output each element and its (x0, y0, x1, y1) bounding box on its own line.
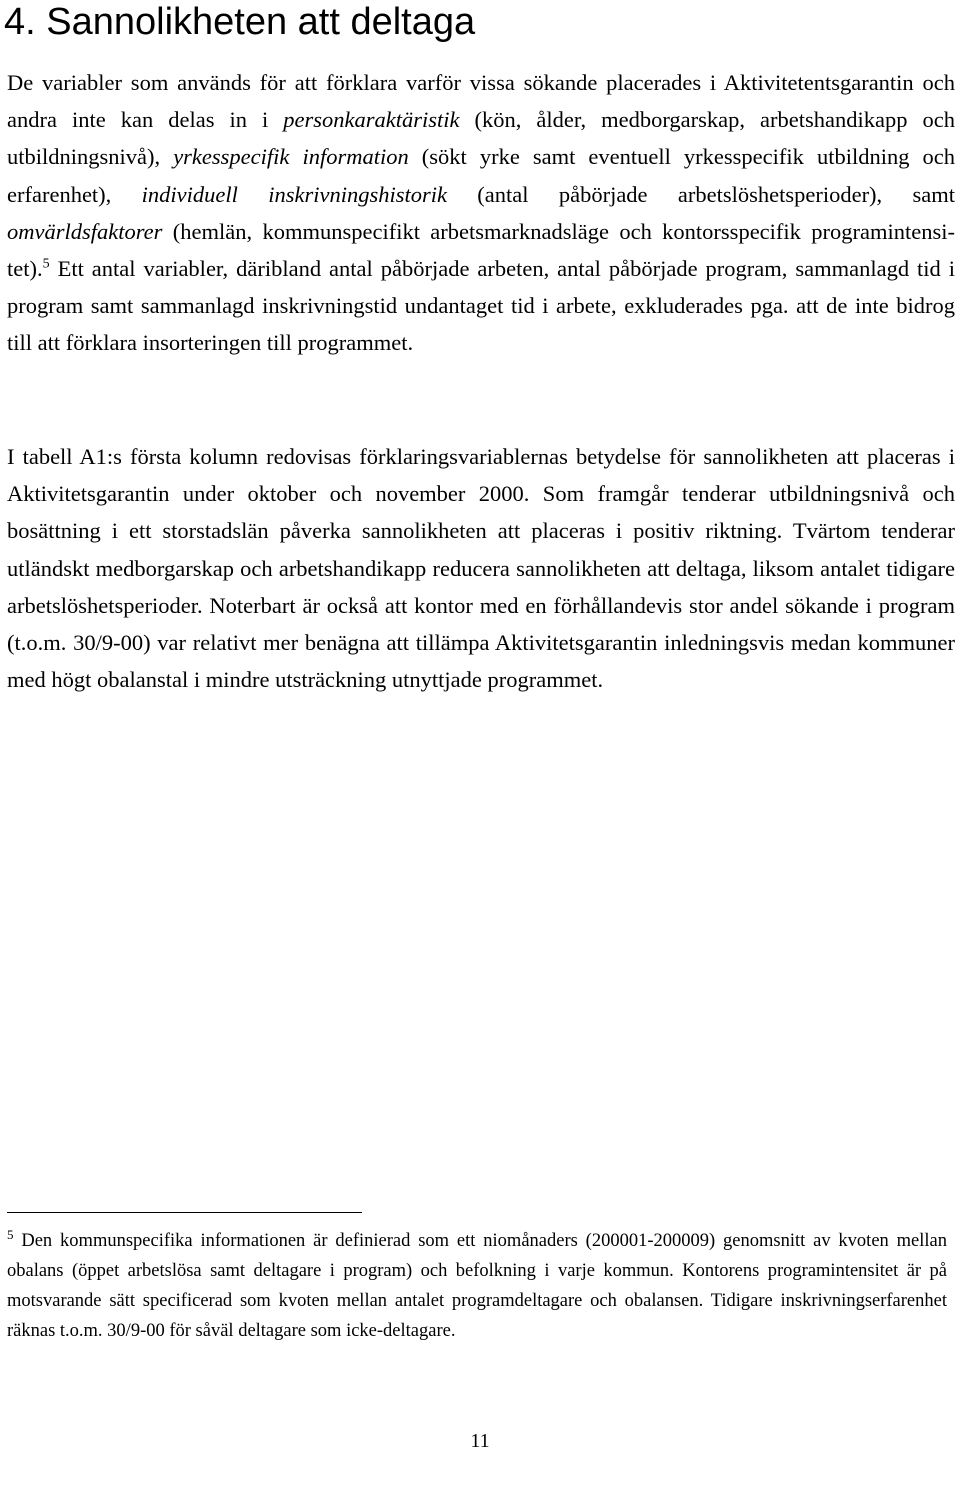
body-paragraph-1 (7, 64, 955, 362)
p1-term-yrkesspecifik: yrkesspecifik information (173, 144, 409, 170)
footnote-separator (7, 1212, 362, 1213)
p1-term-omvarldsfaktorer: omvärldsfaktorer (7, 218, 163, 244)
p1-text-5: (hemlän, kommunspecifikt arbetsmarknadsläge och kontorsspecifik programintensitet). (7, 218, 955, 282)
p1-text-1: De variabler som används för att förklara varför vissa sökande placerades i Aktivitetentsgarantin och andra inte kan delas in i (7, 70, 955, 133)
p1-term-personkaraktaristik: personkaraktäristik (283, 107, 460, 133)
p1-text-4: (antal påbörjade arbetslöshetsperioder), samt (446, 181, 956, 207)
p1-term-inskrivningshistorik: individuell inskrivningshistorik (141, 181, 447, 207)
p1-text-2: (kön, ålder, medborgarskap, arbetshandikapp och utbildningsnivå), (7, 107, 955, 170)
footnote-reference[interactable]: 5 (42, 256, 50, 272)
p1-text-6: Ett antal variabler, däribland antal påbörjade arbeten, antal påbörjade program, sammanlagd tid i program samt sammanlagd inskrivningstid undantaget tid i arbete, exkluderades pga. att de inte bidrog till att förklara insorteringen till programmet. (7, 256, 955, 356)
footnote-number: 5 (7, 1226, 14, 1242)
section-heading: 4. Sannolikheten att deltaga (4, 1, 476, 43)
footnote (7, 1226, 947, 1346)
page-number: 11 (470, 1430, 490, 1452)
p1-text-3: (sökt yrke samt eventuell yrkesspecifik utbildning och erfarenhet), (7, 144, 956, 207)
footnote-text: Den kommunspecifika informationen är definierad som ett niomånaders (200001-200009) genomsnitt av kvoten mellan obalans (öppet arbetslösa samt deltagare i program) och befolkning i varje kommun. Kontorens programintensitet är på motsvarande sätt specificerad som kvoten mellan antalet programdeltagare och obalansen. Tidigare inskrivningserfarenhet räknas t.o.m. 30/9-00 för såväl deltagare som icke-deltagare. (7, 1231, 947, 1341)
body-paragraph-2: I tabell A1:s första kolumn redovisas förklaringsvariablernas betydelse för sannolikheten att placeras i Aktivitetsgarantin under oktober och november 2000. Som framgår tenderar utbildningsnivå och bosättning i ett storstadslän påverka sannolikheten att placeras i positiv riktning. Tvärtom tenderar utländskt medborgarskap och arbetshandikapp reducera sannolikheten att deltaga, liksom antalet tidigare arbetslöshetsperioder. Noterbart är också att kontor med en förhållandevis stor andel sökande i program (t.o.m. 30/9-00) var relativt mer benägna att tillämpa Aktivitetsgarantin inledningsvis medan kommuner med högt obalanstal i mindre utsträckning utnyttjade programmet. (7, 444, 955, 693)
